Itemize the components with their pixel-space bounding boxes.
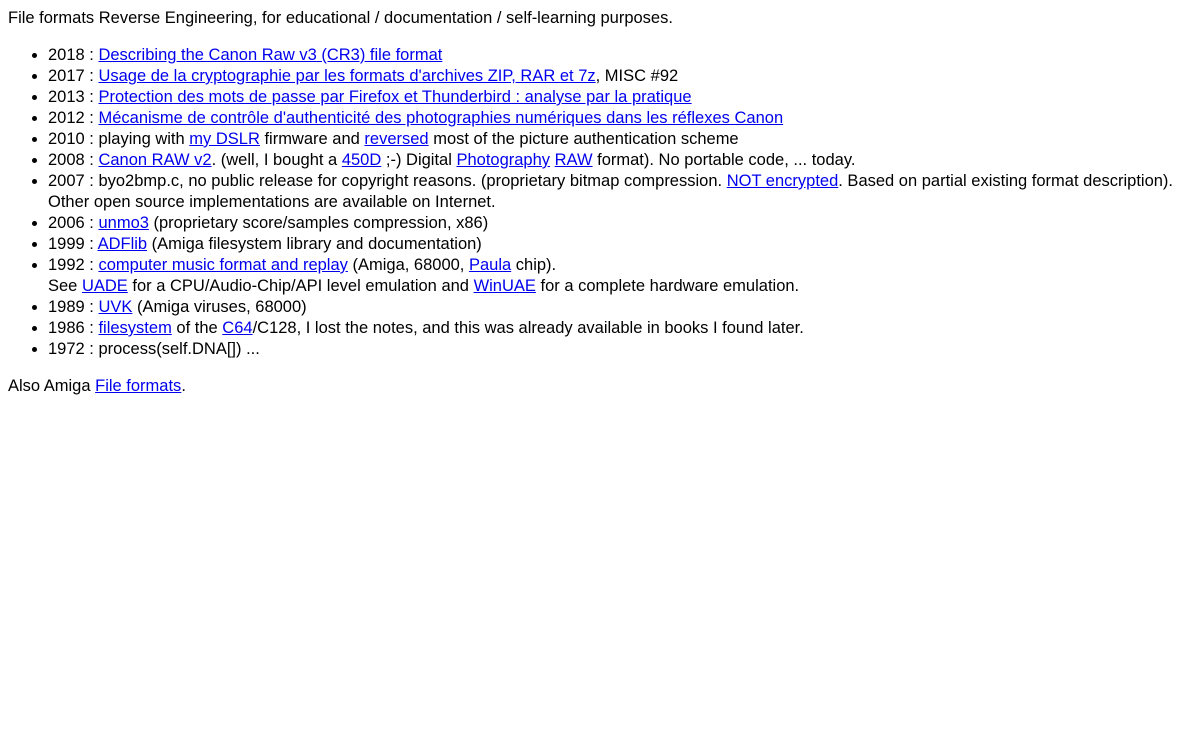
link-filesystem[interactable]: filesystem [98,319,172,337]
item-text: . (well, I bought a [211,151,342,169]
item-text: 2010 : playing with [48,130,190,148]
footer-text [8,376,1192,397]
link-photography[interactable]: Photography [456,151,551,169]
list-item-1999 [48,234,1192,255]
item-text: chip). [511,256,557,274]
list-item-1989 [48,297,1192,318]
item-text: 2012 : [48,109,99,127]
link-not-encrypted[interactable]: NOT encrypted [726,172,839,190]
link-adflib[interactable]: ADFlib [97,235,148,253]
list-item-2010 [48,129,1192,150]
item-text: most of the picture authentication scheme [428,130,739,148]
link-paula[interactable]: Paula [468,256,512,274]
link-unmo3[interactable]: unmo3 [98,214,149,232]
item-text: Other open source implementations are available on Internet. [48,193,496,211]
link-winuae[interactable]: WinUAE [473,277,536,295]
link-computer-music-format[interactable]: computer music format and replay [98,256,348,274]
item-text: 2018 : [48,46,99,64]
item-text: See [48,277,82,295]
link-raw[interactable]: RAW [554,151,593,169]
link-file-formats[interactable]: File formats [95,377,182,395]
list-item-2013 [48,87,1192,108]
footer-prefix: Also Amiga [8,377,96,395]
item-text: 1989 : [48,298,99,316]
list-item-2008 [48,150,1192,171]
item-text: 2013 : [48,88,99,106]
item-text: 1999 : [48,235,98,253]
item-text: , MISC #92 [595,67,679,85]
link-canon-raw-v2[interactable]: Canon RAW v2 [98,151,212,169]
link-uvk[interactable]: UVK [98,298,133,316]
item-text: 2006 : [48,214,99,232]
item-text: 2007 : byo2bmp.c, no public release for copyright reasons. (proprietary bitmap compression. [48,172,727,190]
link-450d[interactable]: 450D [341,151,382,169]
list-item-1972 [48,339,1192,360]
link-c64[interactable]: C64 [222,319,253,337]
link-uade[interactable]: UADE [81,277,128,295]
item-text: /C128, I lost the notes, and this was already available in books I found later. [252,319,804,337]
item-text: for a CPU/Audio-Chip/API level emulation and [127,277,474,295]
item-text: 2008 : [48,151,99,169]
item-text: for a complete hardware emulation. [535,277,800,295]
list-item-1992 [48,255,1192,297]
link-canon-raw-v3-cr3[interactable]: Describing the Canon Raw v3 (CR3) file format [98,46,443,64]
item-text: 1986 : [48,319,99,337]
item-text: (Amiga viruses, 68000) [132,298,307,316]
footer-suffix: . [181,377,186,395]
link-my-dslr[interactable]: my DSLR [189,130,260,148]
link-protection-mots-de-passe[interactable]: Protection des mots de passe par Firefox et Thunderbird : analyse par la pratique [98,88,692,106]
intro-text: File formats Reverse Engineering, for educational / documentation / self-learning purposes. [8,9,673,27]
link-reversed[interactable]: reversed [364,130,429,148]
list-item-2017 [48,66,1192,87]
item-text: 1992 : [48,256,99,274]
timeline-list [8,45,1192,360]
link-mecanisme-controle[interactable]: Mécanisme de contrôle d'authenticité des photographies numériques dans les réflexes Canon [98,109,784,127]
link-cryptographie-archives[interactable]: Usage de la cryptographie par les formats d'archives ZIP, RAR et 7z [98,67,596,85]
list-item-1986 [48,318,1192,339]
list-item-2007 [48,171,1192,213]
list-item-2006 [48,213,1192,234]
item-text: of the [171,319,223,337]
item-text: ;-) Digital [381,151,457,169]
item-text: firmware and [259,130,365,148]
item-text: 2017 : [48,67,99,85]
item-text: . Based on partial existing format description). [838,172,1174,190]
list-item-2012 [48,108,1192,129]
item-text: (Amiga, 68000, [347,256,469,274]
item-text: (Amiga filesystem library and documentation) [147,235,482,253]
item-text: (proprietary score/samples compression, x86) [148,214,489,232]
item-text: 1972 : process(self.DNA[]) ... [48,340,260,358]
list-item-2018 [48,45,1192,66]
item-text: format). No portable code, ... today. [592,151,856,169]
